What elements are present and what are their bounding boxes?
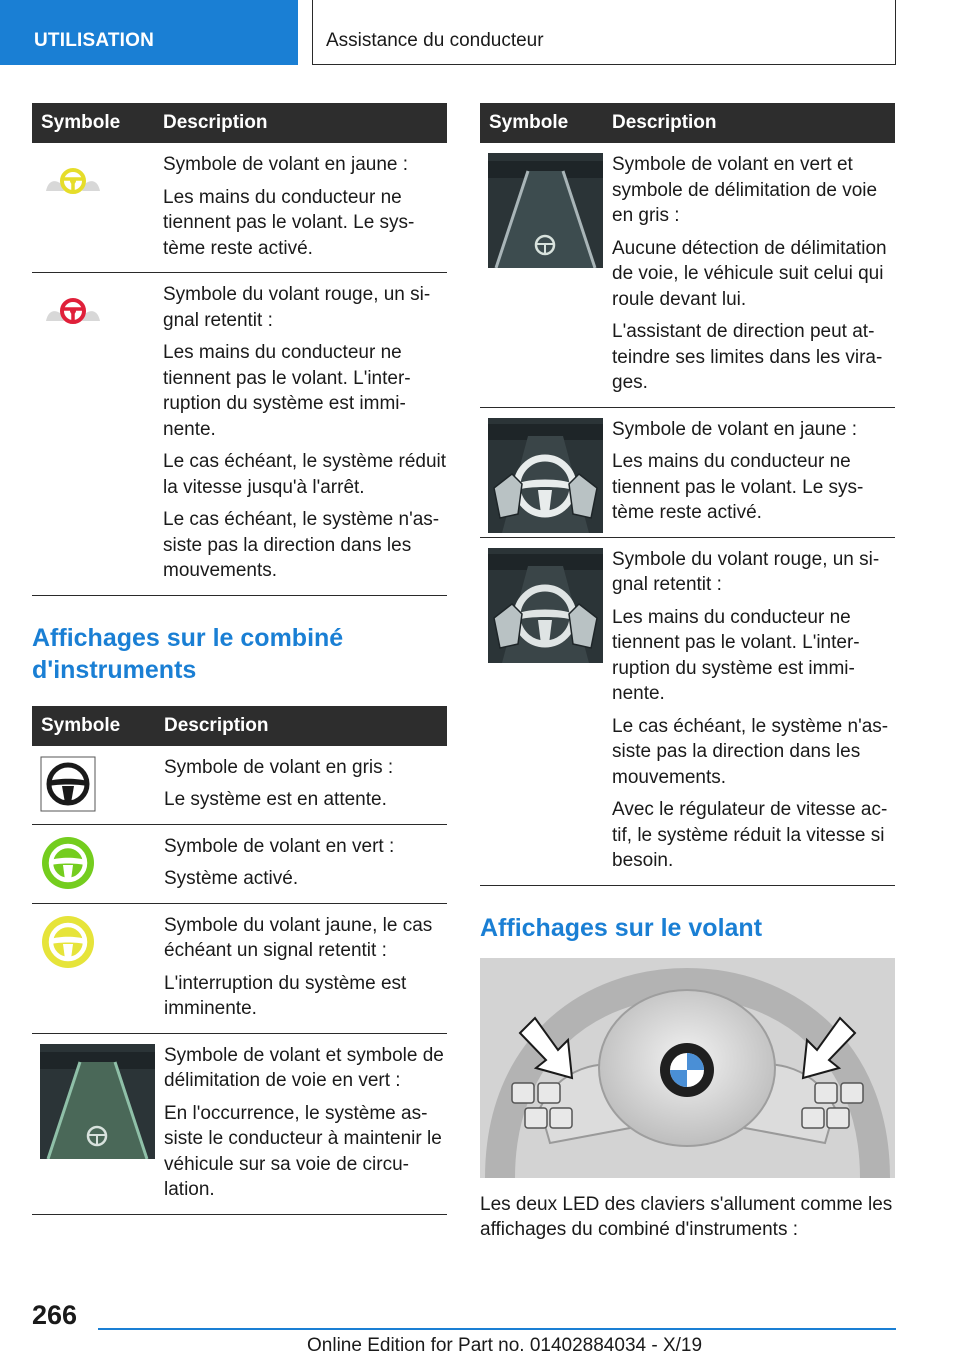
description-line: Symbole du volant rouge, un signal retentit : [163, 284, 431, 331]
table-row [32, 1033, 447, 1214]
table-row [480, 143, 895, 407]
lane-markings-green-scene-icon [40, 1044, 155, 1159]
description-line: Avec le régulateur de vitesse actif, le système réduit la vitesse si besoin. [612, 799, 888, 871]
col-description-header: Description [154, 103, 447, 143]
section-heading-wheel: Affichages sur le volant [480, 913, 763, 942]
col-description-header: Description [155, 706, 447, 746]
col-symbol-header: Symbole [480, 103, 603, 143]
header-title-label: Assistance du conducteur [326, 30, 544, 51]
description-line: Les mains du conducteur ne tiennent pas le volant. L'interruption du système est imminente. [612, 606, 860, 704]
symbol-table-top-left [32, 103, 447, 596]
steering-wheel-photo [480, 958, 895, 1178]
section-heading-cluster: Affichages sur le combiné d'instruments [32, 623, 344, 684]
right-column [480, 103, 895, 1243]
description-line: L'interruption du système est imminente. [164, 972, 407, 1019]
header-section-tab [0, 0, 298, 65]
left-column [32, 103, 447, 1215]
description-line: Les mains du conducteur ne tiennent pas le volant. L'interruption du système est imminente. [163, 342, 411, 440]
table-header-row [32, 706, 447, 746]
steering-wheel-caption: Les deux LED des claviers s'allument comme les affichages du combiné d'instruments : [480, 1193, 893, 1240]
footer-edition: Online Edition for Part no. 01402884034 - X/19 [307, 1335, 703, 1356]
description-line: Le cas échéant, le système réduit la vitesse jusqu'à l'arrêt. [163, 451, 447, 498]
table-row [480, 407, 895, 537]
description-line: Aucune détection de délimitation de voie, le véhicule suit celui qui roule devant lui. [612, 237, 887, 310]
description-line: Symbole du volant rouge, un signal retentit : [612, 548, 880, 595]
table-row [480, 537, 895, 885]
description-line: Symbole de volant en jaune : [612, 418, 858, 440]
description-line: Symbole de volant en vert : [164, 835, 395, 857]
description-line: Symbole de volant et symbole de délimitation de voie en vert : [164, 1044, 444, 1091]
description-line: En l'occurrence, le système assiste le conducteur à maintenir le véhicule sur sa voie de circulation. [164, 1102, 442, 1200]
table-row [32, 273, 447, 596]
hands-on-wheel-red-scene-icon [488, 548, 603, 663]
hands-on-wheel-yellow-scene-icon [488, 418, 603, 533]
table-row [32, 746, 447, 825]
header-title-box [312, 0, 896, 65]
description-line: Le système est en attente. [164, 789, 387, 810]
col-symbol-header: Symbole [32, 706, 155, 746]
col-symbol-header: Symbole [32, 103, 154, 143]
steering-wheel-yellow-icon [40, 914, 96, 970]
symbol-table-top-right [480, 103, 895, 886]
steering-wheel-yellow-hands-icon [40, 157, 106, 205]
steering-wheel-red-hands-icon [40, 287, 106, 335]
steering-wheel-grey-icon [40, 756, 96, 812]
table-header-row [32, 103, 447, 143]
description-line: Les mains du conducteur ne tiennent pas le volant. Le système reste activé. [612, 451, 864, 523]
description-line: Symbole de volant en vert et symbole de délimitation de voie en gris : [612, 154, 878, 226]
description-line: Le cas échéant, le système n'assiste pas la direction dans les mouvements. [163, 509, 440, 581]
steering-wheel-green-icon [40, 835, 96, 891]
description-line: Symbole de volant en gris : [164, 756, 394, 778]
description-line: Symbole du volant jaune, le cas échéant un signal retentit : [164, 914, 433, 961]
description-line: Le cas échéant, le système n'assiste pas la direction dans les mouvements. [612, 715, 889, 788]
page-number: 266 [32, 1300, 78, 1330]
table-row [32, 903, 447, 1033]
description-line: Système activé. [164, 868, 299, 889]
col-description-header: Description [603, 103, 895, 143]
header-section-label: UTILISATION [34, 30, 155, 51]
description-line: L'assistant de direction peut atteindre ses limites dans les virages. [612, 321, 883, 393]
table-row [32, 143, 447, 273]
table-row [32, 824, 447, 903]
description-line: Les mains du conducteur ne tiennent pas le volant. Le système reste activé. [163, 186, 415, 259]
symbol-table-cluster [32, 706, 447, 1215]
lane-markings-grey-scene-icon [488, 153, 603, 268]
footer-divider [98, 1328, 896, 1330]
description-line: Symbole de volant en jaune : [163, 154, 409, 175]
table-header-row [480, 103, 895, 143]
